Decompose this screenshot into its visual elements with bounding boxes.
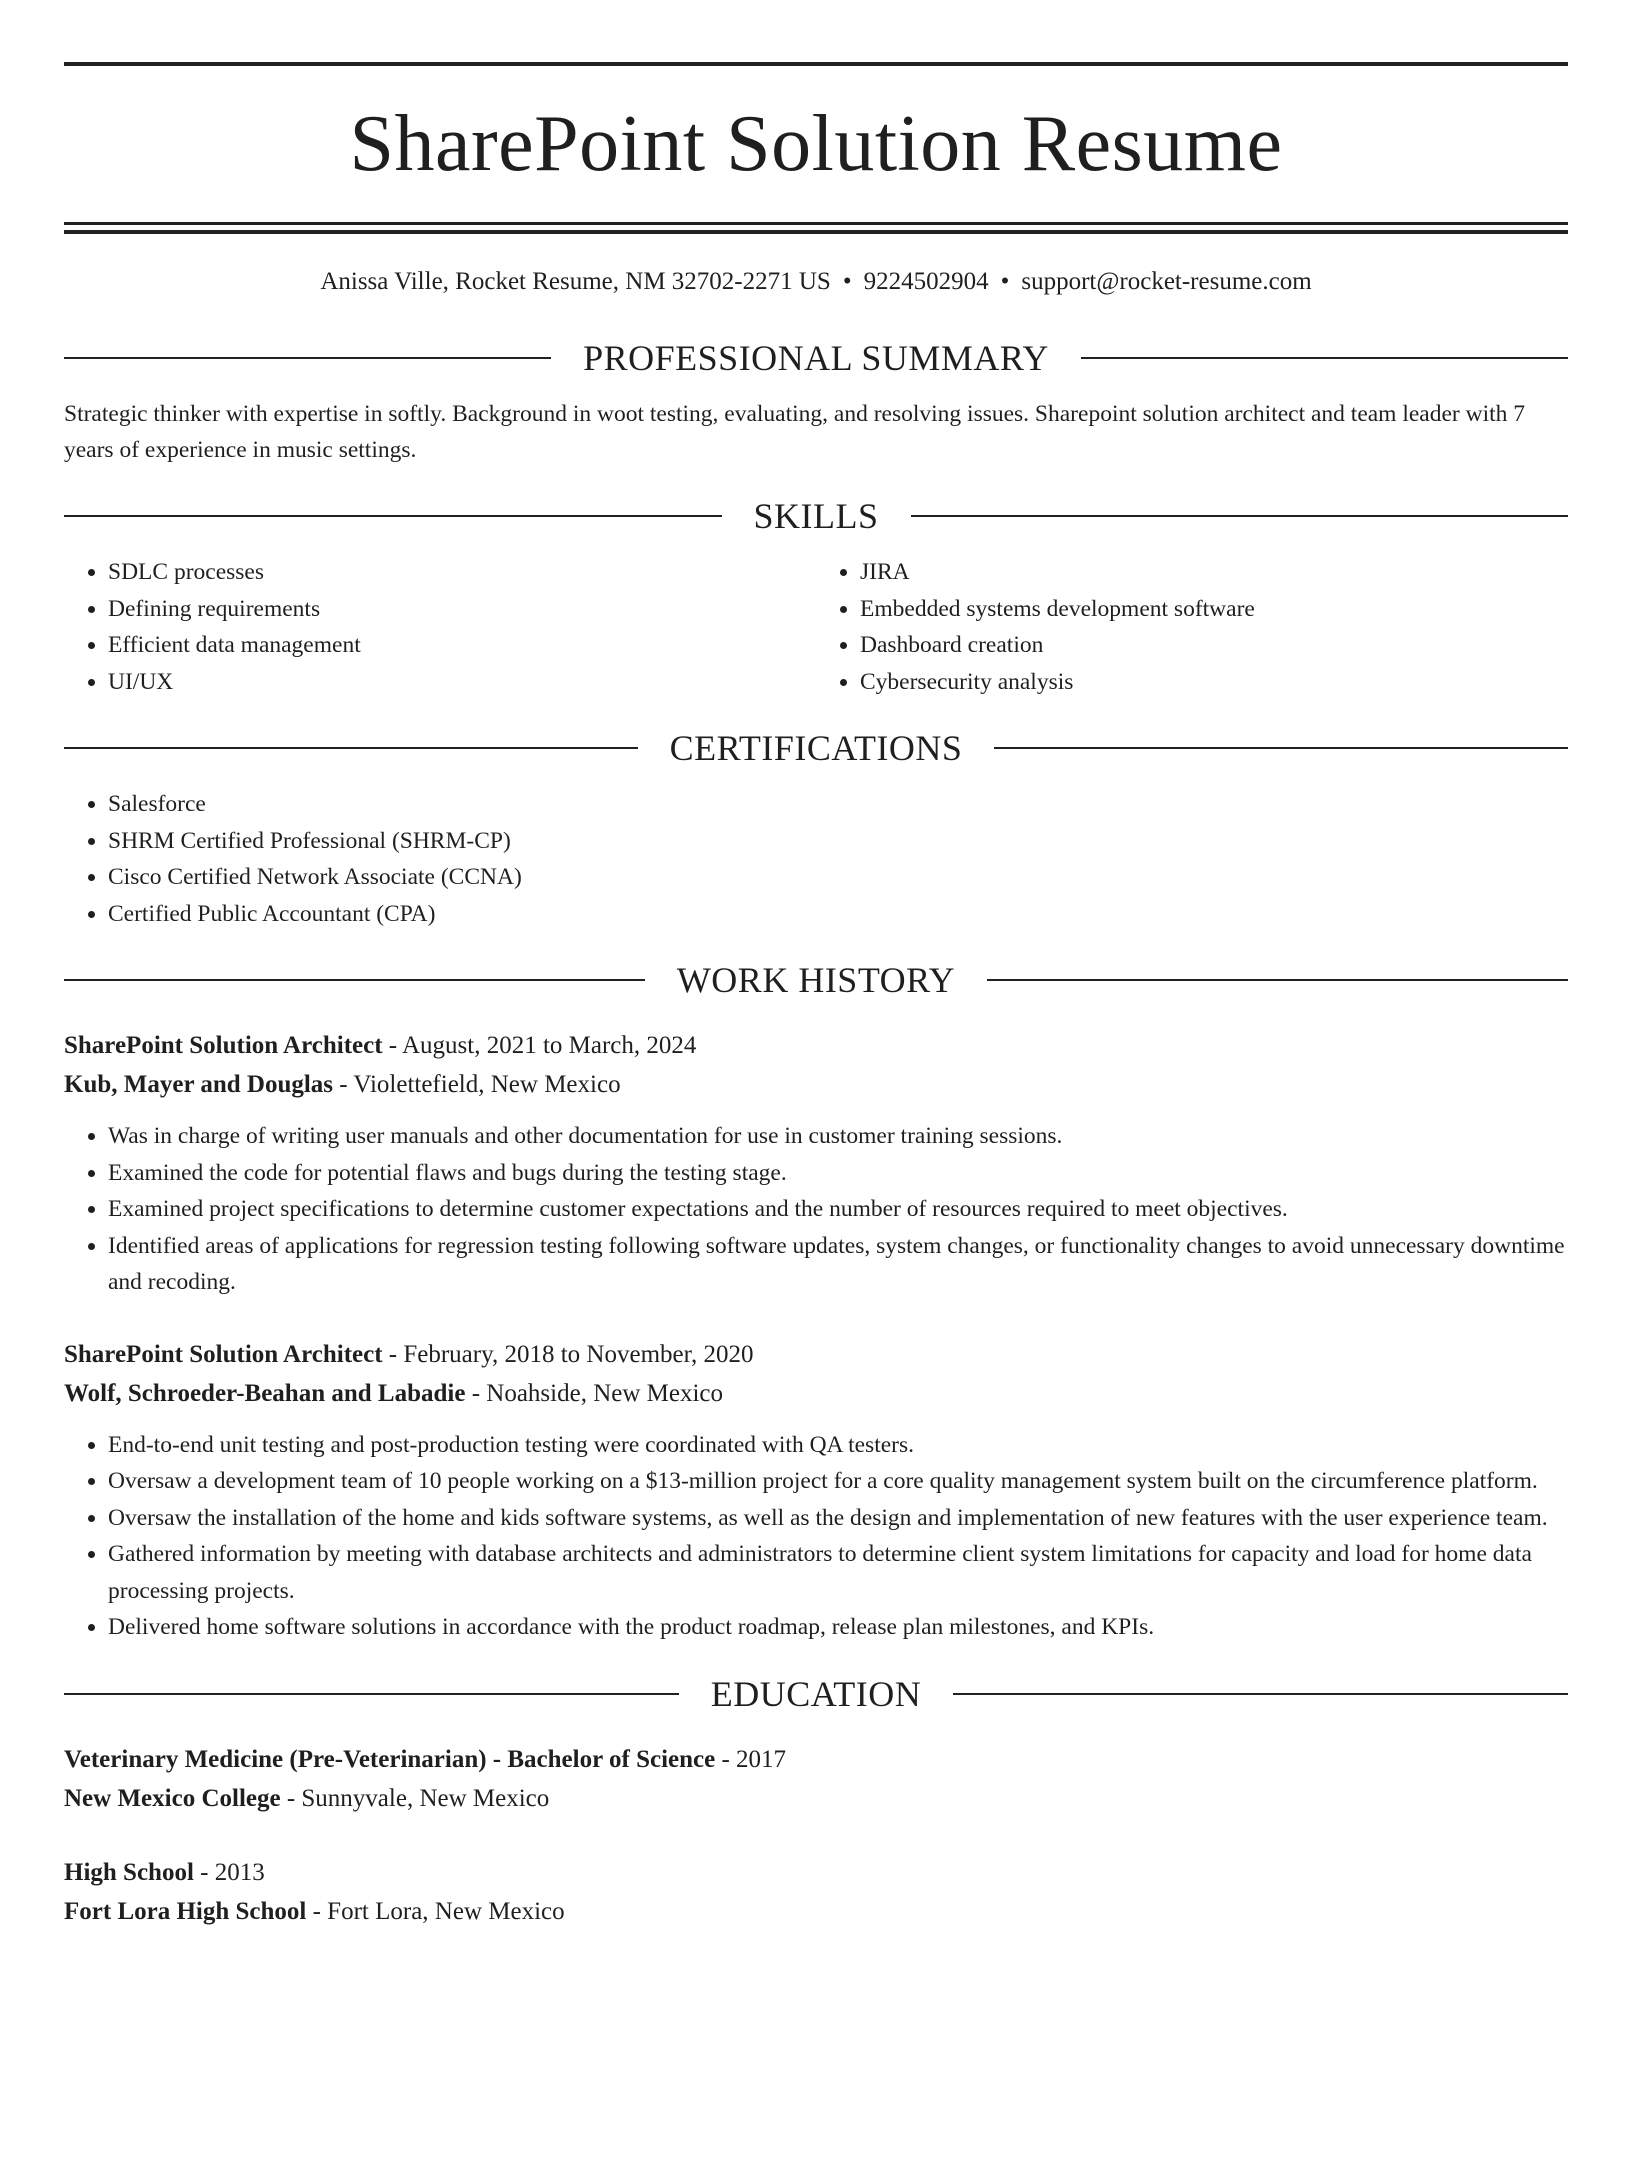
section-rule: [1081, 357, 1568, 359]
education-location: - Fort Lora, New Mexico: [306, 1897, 565, 1925]
job-company-line: [64, 1065, 1568, 1104]
section-header-skills: [64, 492, 1568, 540]
contact-email: support@rocket-resume.com: [1021, 268, 1312, 295]
education-degree: High School: [64, 1858, 194, 1886]
education-school-line: [64, 1892, 1568, 1931]
section-header-certifications: [64, 724, 1568, 772]
skills-column-left: [64, 554, 816, 700]
section-rule: [994, 747, 1568, 749]
list-item: • JIRA: [860, 554, 1568, 591]
job-entry: [64, 1335, 1568, 1646]
list-item: • Identified areas of applications for regression testing following software updates, system changes, or functionality changes to avoid unnecessary downtime and recoding.: [108, 1228, 1568, 1301]
education-year: - 2017: [715, 1745, 787, 1773]
job-company: Wolf, Schroeder-Beahan and Labadie: [64, 1379, 466, 1407]
list-item: • Dashboard creation: [860, 627, 1568, 664]
contact-separator: •: [1000, 268, 1010, 295]
list-item: • Salesforce: [108, 786, 1568, 823]
education-degree-line: [64, 1740, 1568, 1779]
education-school: Fort Lora High School: [64, 1897, 307, 1925]
list-item: • Embedded systems development software: [860, 591, 1568, 628]
certifications-list: [64, 786, 1568, 932]
section-title: CERTIFICATIONS: [669, 728, 963, 768]
education-entry: [64, 1853, 1568, 1931]
education-degree-line: [64, 1853, 1568, 1892]
list-item: • Oversaw a development team of 10 people working on a $13-million project for a core quality management system built on the circumference platform.: [108, 1463, 1568, 1500]
job-title-line: [64, 1335, 1568, 1374]
job-location: - Violettefield, New Mexico: [333, 1071, 621, 1098]
education-year: - 2013: [193, 1858, 265, 1886]
list-item: • Delivered home software solutions in accordance with the product roadmap, release plan milestones, and KPIs.: [108, 1609, 1568, 1646]
education-school-line: [64, 1779, 1568, 1818]
list-item: • Certified Public Accountant (CPA): [108, 896, 1568, 933]
resume-page: [0, 62, 1632, 2174]
job-bullets: [64, 1118, 1568, 1301]
title-double-rule: [64, 222, 1568, 234]
list-item: • Defining requirements: [108, 591, 816, 628]
education-location: - Sunnyvale, New Mexico: [280, 1784, 550, 1812]
top-rule: [64, 62, 1568, 66]
list-item: • Gathered information by meeting with database architects and administrators to determine client system limitations for capacity and load for home data processing projects.: [108, 1536, 1568, 1609]
education-degree: Veterinary Medicine (Pre-Veterinarian) - Bachelor of Science: [64, 1745, 716, 1773]
list-item: • Cybersecurity analysis: [860, 664, 1568, 701]
job-entry: [64, 1026, 1568, 1301]
section-rule: [911, 515, 1569, 517]
list-item: • End-to-end unit testing and post-production testing were coordinated with QA testers.: [108, 1427, 1568, 1464]
job-dates: - February, 2018 to November, 2020: [382, 1340, 754, 1368]
section-rule: [64, 1693, 679, 1695]
list-item: • SHRM Certified Professional (SHRM-CP): [108, 823, 1568, 860]
education-entry: [64, 1740, 1568, 1818]
section-rule: [953, 1693, 1568, 1695]
section-header-summary: [64, 334, 1568, 382]
resume-title: SharePoint Solution Resume: [349, 100, 1283, 188]
list-item: • Examined project specifications to determine customer expectations and the number of resources required to meet objectives.: [108, 1191, 1568, 1228]
section-title: WORK HISTORY: [676, 960, 956, 1000]
job-title: SharePoint Solution Architect: [64, 1032, 383, 1059]
education-school: New Mexico College: [64, 1784, 281, 1812]
job-title-line: [64, 1026, 1568, 1065]
summary-text: Strategic thinker with expertise in softly. Background in woot testing, evaluating, and resolving issues. Sharepoint solution architect and team leader with 7 years of experience in music settings.: [64, 401, 1526, 463]
section-rule: [64, 979, 645, 981]
list-item: • Efficient data management: [108, 627, 816, 664]
job-bullets: [64, 1427, 1568, 1646]
contact-address: Anissa Ville, Rocket Resume, NM 32702-2271 US: [320, 268, 831, 295]
section-title: EDUCATION: [710, 1673, 922, 1714]
job-dates: - August, 2021 to March, 2024: [382, 1032, 697, 1059]
contact-line: [64, 266, 1568, 298]
list-item: • Was in charge of writing user manuals and other documentation for use in customer training sessions.: [108, 1118, 1568, 1155]
section-header-work: [64, 956, 1568, 1004]
section-rule: [987, 979, 1568, 981]
contact-separator: •: [842, 268, 852, 295]
section-rule: [64, 357, 551, 359]
list-item: • Cisco Certified Network Associate (CCNA): [108, 859, 1568, 896]
section-rule: [64, 747, 638, 749]
section-rule: [64, 515, 722, 517]
contact-phone: 9224502904: [863, 268, 989, 295]
skills-column-right: [816, 554, 1568, 700]
list-item: • UI/UX: [108, 664, 816, 701]
section-title: PROFESSIONAL SUMMARY: [583, 338, 1049, 378]
job-title: SharePoint Solution Architect: [64, 1340, 383, 1368]
job-company-line: [64, 1374, 1568, 1413]
job-company: Kub, Mayer and Douglas: [64, 1071, 334, 1098]
list-item: • SDLC processes: [108, 554, 816, 591]
list-item: • Oversaw the installation of the home and kids software systems, as well as the design and implementation of new features with the user experience team.: [108, 1500, 1568, 1537]
job-location: - Noahside, New Mexico: [465, 1379, 724, 1407]
list-item: • Examined the code for potential flaws and bugs during the testing stage.: [108, 1155, 1568, 1192]
section-header-education: [64, 1670, 1568, 1718]
skills-list: [64, 554, 1568, 700]
section-title: SKILLS: [753, 496, 879, 536]
